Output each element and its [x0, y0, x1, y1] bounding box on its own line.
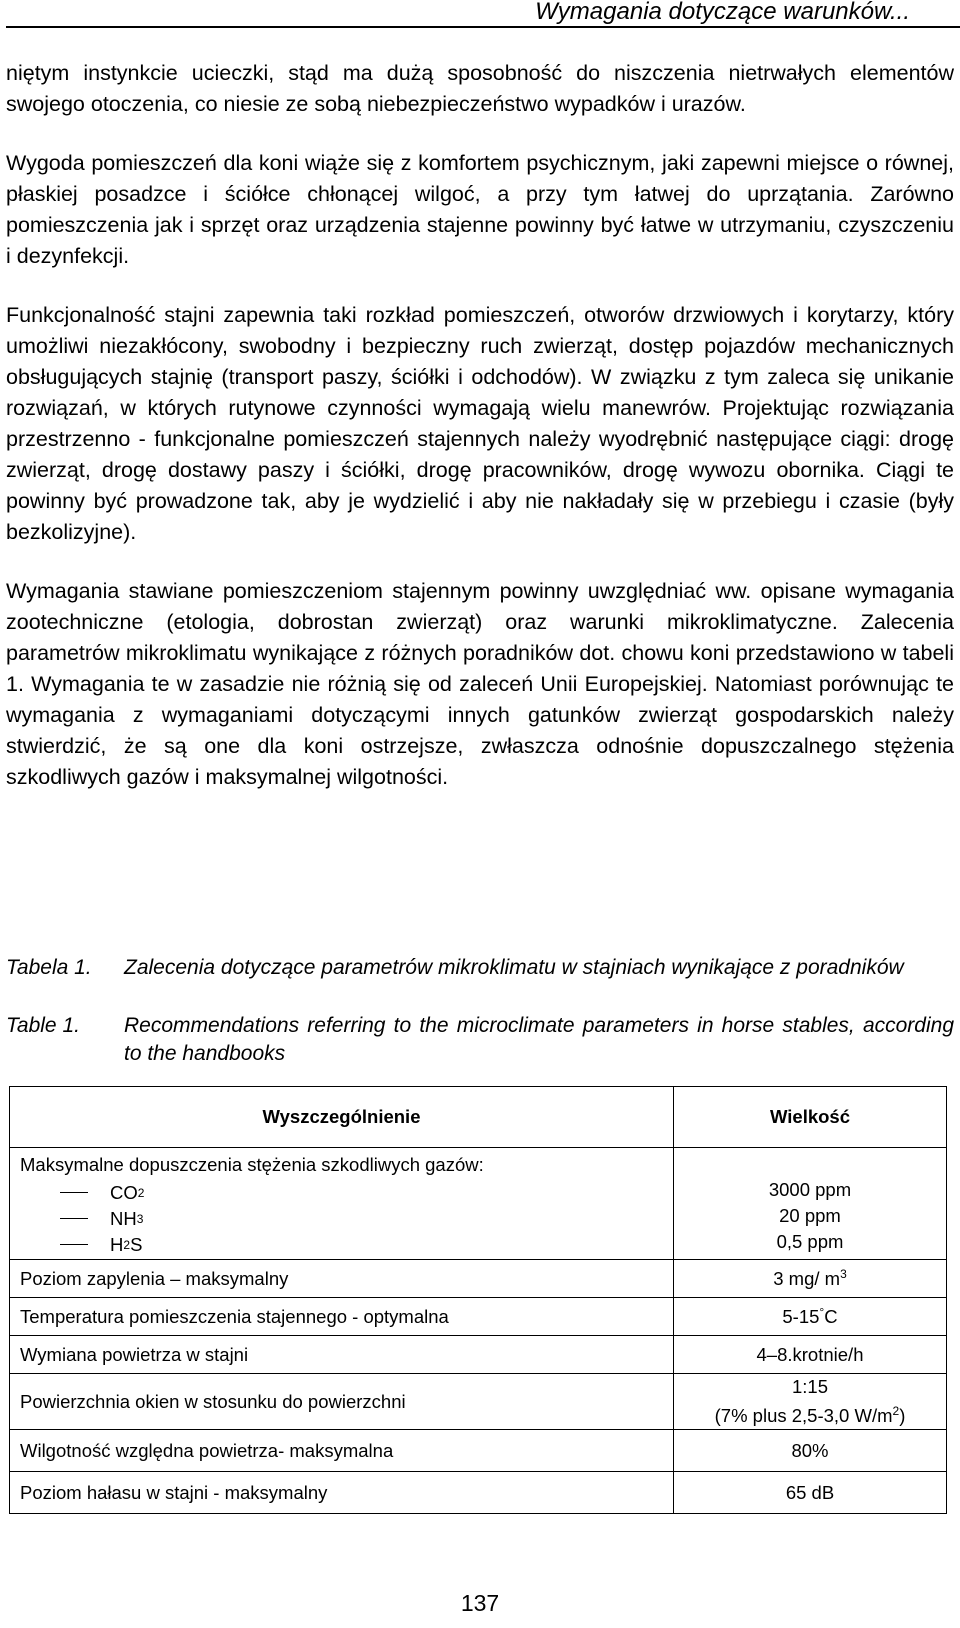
table-row: [10, 1260, 947, 1298]
gas-subscript: 3: [136, 1211, 144, 1226]
column-header: Wielkość: [674, 1087, 947, 1148]
paragraph: Funkcjonalność stajni zapewnia taki rozkład pomieszczeń, otworów drzwiowych i korytarzy, który umożliwi niezakłócony, swobodny i bezpieczny ruch zwierząt, dostęp pojazdów mechanicznych obsługujących stajnię (transport paszy, ściółki i odchodów). W związku z tym zaleca się unikanie rozwiązań, w których rutynowe czynności wymagają wielu manewrów. Projektując rozwiązania przestrzenno - funkcjonalne pomieszczeń stajennych należy wyodrębnić następujące ciągi: drogę zwierząt, drogę dostawy paszy i ściółki, drogę pracowników, drogę wywozu obornika. Ciągi te powinny być prowadzone tak, aby je wydzielić i aby nie nakładały się w przebiegu i czasie (były bezkolizyjne).: [6, 303, 954, 544]
value-sup: 2: [892, 1403, 900, 1418]
gas-item: [20, 1232, 663, 1258]
row-value: 4–8.krotnie/h: [674, 1336, 947, 1374]
caption-label: Table 1.: [6, 1014, 80, 1037]
table-row: [10, 1148, 947, 1260]
body-text: [6, 58, 954, 821]
gas-value: 3000 ppm: [768, 1179, 852, 1200]
gas-cell: [10, 1148, 674, 1260]
dash-bullet: [60, 1244, 88, 1245]
value-text: 5-15: [782, 1306, 820, 1328]
gas-value: 0,5 ppm: [776, 1231, 844, 1252]
row-value: [674, 1298, 947, 1336]
gas-item: [20, 1180, 663, 1206]
gas-formula-tail: S: [130, 1233, 143, 1255]
table-caption-pl: [6, 954, 954, 982]
row-label: Temperatura pomieszczenia stajennego - optymalna: [10, 1298, 674, 1336]
row-value: 80%: [674, 1430, 947, 1472]
gas-item: [20, 1206, 663, 1232]
gas-formula: CO: [110, 1181, 138, 1203]
running-title: Wymagania dotyczące warunków...: [535, 0, 910, 25]
value-text: 3 mg/ m: [773, 1268, 841, 1290]
caption-text: Recommendations referring to the microclimate parameters in horse stables, according to the handbooks: [124, 1014, 954, 1065]
value-line: [684, 1399, 936, 1428]
table-row: [10, 1430, 947, 1472]
column-header: Wyszczególnienie: [10, 1087, 674, 1148]
row-label: Powierzchnia okien w stosunku do powierzchni: [10, 1374, 674, 1430]
value-sup: 3: [840, 1266, 847, 1281]
dash-bullet: [60, 1218, 88, 1219]
dash-bullet: [60, 1192, 88, 1193]
row-label: Wymiana powietrza w stajni: [10, 1336, 674, 1374]
row-label: Poziom hałasu w stajni - maksymalny: [10, 1472, 674, 1514]
gas-subscript: 2: [137, 1185, 145, 1200]
row-label: Wilgotność względna powietrza- maksymalna: [10, 1430, 674, 1472]
caption-text: Zalecenia dotyczące parametrów mikroklimatu w stajniach wynikające z poradników: [124, 956, 904, 979]
value-text: 1:15: [791, 1375, 828, 1397]
row-label: Poziom zapylenia – maksymalny: [10, 1260, 674, 1298]
caption-label: Tabela 1.: [6, 956, 92, 979]
gas-formula: H: [110, 1233, 124, 1255]
table-row: [10, 1472, 947, 1514]
running-header: [6, 0, 960, 28]
table-row: [10, 1336, 947, 1374]
row-value: [674, 1374, 947, 1430]
table-row: [10, 1374, 947, 1430]
page-number: 137: [460, 1590, 500, 1616]
paragraph: niętym instynkcie ucieczki, stąd ma dużą sposobność do niszczenia nietrwałych elementów swojego otoczenia, co niesie ze sobą niebezpieczeństwo wypadków i urazów.: [6, 61, 954, 116]
microclimate-table: [9, 1086, 947, 1514]
paragraph: Wygoda pomieszczeń dla koni wiąże się z komfortem psychicznym, jaki zapewni miejsce o równej, płaskiej posadzce i ściółce chłonącej wilgoć, a przy tym łatwej do uprzątania. Zarówno pomieszczenia jak i sprzęt oraz urządzenia stajenne powinny być łatwe w utrzymaniu, czyszczeniu i dezynfekcji.: [6, 151, 954, 268]
value-sup: °: [819, 1304, 825, 1319]
gas-formula: NH: [110, 1207, 137, 1229]
table-header-row: [10, 1087, 947, 1148]
gas-values-cell: [674, 1148, 947, 1260]
table-row: [10, 1298, 947, 1336]
value-text: (7% plus 2,5-3,0 W/m: [714, 1405, 893, 1427]
value-unit: C: [824, 1306, 838, 1328]
paragraph: Wymagania stawiane pomieszczeniom stajennym powinny uwzględniać ww. opisane wymagania zootechniczne (etologia, dobrostan zwierząt) oraz warunki mikroklimatyczne. Zalecenia parametrów mikroklimatu wynikające z różnych poradników dot. chowu koni przedstawiono w tabeli 1. Wymagania te w zasadzie nie różnią się od zaleceń Unii Europejskiej. Natomiast porównując te wymagania z wymaganiami dotyczącymi innych gatunków zwierząt gospodarskich należy stwierdzić, że są one dla koni ostrzejsze, zwłaszcza odnośnie dopuszczalnego stężenia szkodliwych gazów i maksymalnej wilgotności.: [6, 579, 954, 789]
row-value: [674, 1260, 947, 1298]
table-caption-en: [6, 1012, 954, 1068]
gas-subscript: 2: [123, 1237, 131, 1252]
value-unit: ): [899, 1405, 906, 1427]
gas-title: Maksymalne dopuszczenia stężenia szkodliwych gazów:: [20, 1153, 484, 1175]
gas-value: 20 ppm: [779, 1205, 841, 1226]
row-value: 65 dB: [674, 1472, 947, 1514]
